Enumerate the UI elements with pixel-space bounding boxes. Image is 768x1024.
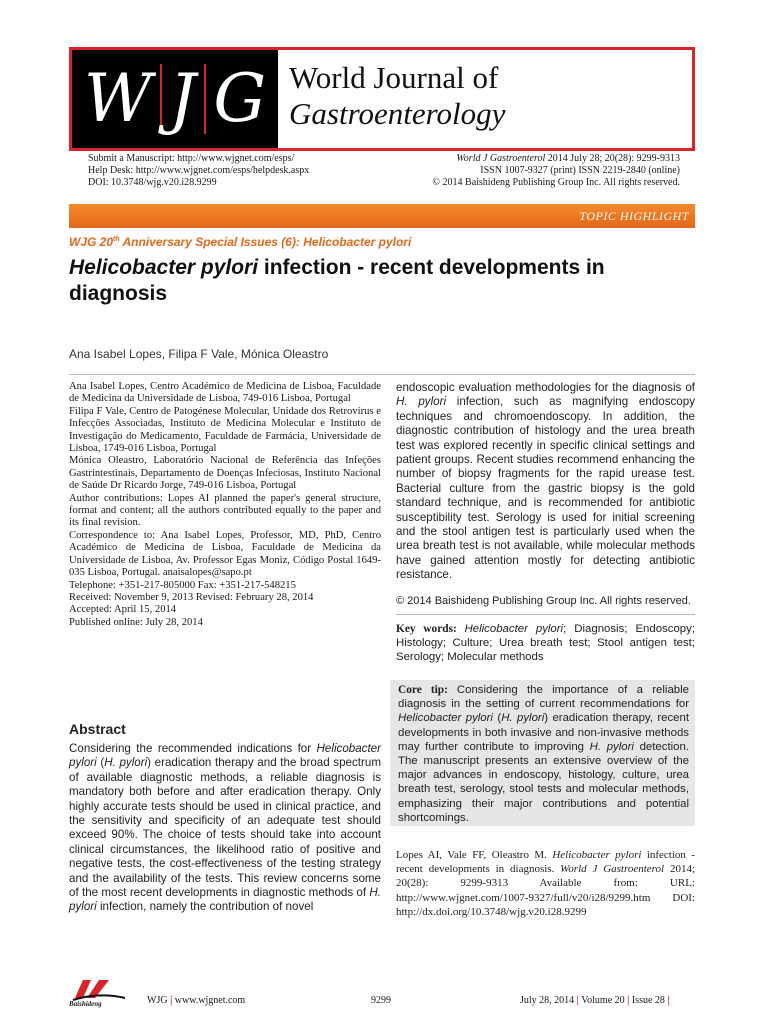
abstract-heading: Abstract [69, 721, 126, 737]
text-run: ) eradication therapy and the broad spectrum of available diagnostic methods, a reliable diagnosis is mandatory both before and after eradication therapy. Only highly accurate tests should be used in clinical practice, and the sensitivity and specificity of an adequate test should exceed 90%. The choice of tests should take into account clinical circumstances, the likelihood ratio of positive and negative tests, the cost-effectiveness of the testing strategy and the availability of the tests. This review concerns some of the most recent developments in diagnostic methods of [69, 756, 381, 900]
publisher-name: Baishideng [69, 1000, 102, 1008]
core-tip-label: Core tip: [398, 684, 457, 696]
journal-abbreviation: World J Gastroenterol [456, 153, 546, 164]
footer-issue: Issue 28 [631, 995, 665, 1006]
text-run: infection, such as magnifying endoscopy techniques and chromoendoscopy. In addition, the diagnostic contribution of histology and the urea breath test was explored recently in specific clinical settings and patient groups. Recent studies recommend enhancing the number of biopsy fragments for the rapid urease test. Bacterial culture from the gastric biopsy is the gold standard technique, and is recommended for antibiotic susceptibility test. Serology is used for initial screening and the stool antigen test is particularly used when the urea breath test is not available, while molecular methods have gained attention mostly for detecting antibiotic resistance. [396, 395, 695, 582]
how-to-cite [396, 848, 695, 919]
text-run: ) eradication therapy, recent developments in both invasive and non-invasive methods may further contribute to improving [398, 712, 689, 753]
submission-info [88, 153, 408, 189]
logo-letter-g: G [213, 60, 267, 137]
abstract-right-text [396, 381, 695, 583]
affiliation-vale: Filipa F Vale, Centro de Patogénese Molecular, Unidade dos Retrovírus e Infecções Associadas, Instituto de Medicina Molecular e Instituto de Investigação do Medicamento, Faculdade de Farmácia, Universidade de Lisboa, 1749-016 Lisboa, Portugal [69, 405, 381, 455]
logo-separator [204, 64, 206, 134]
doi: DOI: 10.3748/wjg.v20.i28.9299 [88, 177, 217, 188]
footer-journal: WJG | www.wjgnet.com [147, 995, 246, 1006]
article-title [69, 255, 669, 307]
text-run: endoscopic evaluation methodologies for the diagnosis of [396, 381, 695, 394]
text-run: 2014; 20(28): 9299-9313 Available from: URL: http://www.wjgnet.com/1007-9327/full/v20/i28/9299.htm DOI: http://dx.doi.org/10.3748/wjg.v20.i28.9299 [396, 863, 695, 918]
text-run: ; Diagnosis; Endoscopy; Histology; Culture; Urea breath test; Stool antigen test; Serology; Molecular methods [396, 623, 695, 664]
journal-masthead [69, 47, 695, 151]
telephone-fax: Telephone: +351-217-805000 Fax: +351-217-548215 [69, 579, 296, 591]
topic-band [69, 204, 695, 228]
journal-name [289, 60, 505, 132]
keywords [396, 622, 695, 665]
italic-run: H. pylori [396, 395, 447, 409]
italic-run: H. pylori [501, 712, 545, 725]
correspondence: Correspondence to: Ana Isabel Lopes, Professor, MD, PhD, Centro Académico de Medicina de Lisboa, Faculdade de Medicina da Universidade de Lisboa, Av. Professor Egas Moniz, Código Postal 1649-035 Lisboa, Portugal. anaisalopes@sapo.pt [69, 529, 381, 579]
footer-website-link[interactable]: www.wjgnet.com [174, 995, 246, 1006]
footer-journal-abbr: WJG [147, 995, 168, 1006]
topic-highlight-label: TOPIC HIGHLIGHT [579, 209, 689, 223]
author-contributions: Author contributions: Lopes AI planned the paper's general structure, format and content; all the authors contributed equally to the paper and its final revision. [69, 492, 381, 529]
italic-run: H. pylori [589, 740, 634, 753]
title-rest: infection - recent developments in diagnosis [69, 256, 605, 305]
help-desk-link[interactable]: Help Desk: http://www.wjgnet.com/esps/helpdesk.aspx [88, 165, 310, 176]
text-run: ( [492, 712, 502, 725]
page-number: 9299 [371, 995, 391, 1006]
abstract-left-text [69, 742, 381, 915]
divider [396, 614, 695, 615]
issn: ISSN 1007-9327 (print) ISSN 2219-2840 (online) [480, 165, 680, 176]
abstract-copyright: © 2014 Baishideng Publishing Group Inc. All rights reserved. [396, 595, 691, 607]
footer-issue-info: July 28, 2014 | Volume 20 | Issue 28 | [520, 995, 670, 1006]
issue-info: 2014 July 28; 20(28): 9299-9313 [547, 153, 680, 164]
title-italic: Helicobacter pylori [69, 256, 259, 279]
header-copyright: © 2014 Baishideng Publishing Group Inc. All rights reserved. [432, 177, 680, 188]
keywords-label: Key words: [396, 623, 465, 635]
series-prefix: WJG 20 [69, 235, 114, 249]
citation-header [390, 153, 680, 189]
journal-name-line1: World Journal of [289, 60, 499, 95]
footer-date: July 28, 2014 [520, 995, 575, 1006]
italic-run: Helicobacter pylori [69, 742, 381, 770]
affiliations [69, 381, 381, 629]
italic-run: H. pylori [104, 756, 148, 770]
submit-link[interactable]: Submit a Manuscript: http://www.wjgnet.com/esps/ [88, 153, 295, 164]
text-run: Lopes AI, Vale FF, Oleastro M. [396, 849, 553, 861]
text-run: detection. The manuscript presents an extensive overview of the major advances in endoscopy, histology, culture, urea breath test, serology, stool tests and molecular methods, emphasizing their major contributions and potential shortcomings. [398, 740, 689, 824]
logo-separator [160, 64, 162, 134]
series-topic: Helicobacter pylori [303, 235, 412, 249]
divider [69, 374, 695, 375]
wjg-logo [72, 50, 278, 148]
italic-run: Helicobacter pylori [464, 623, 564, 635]
affiliation-oleastro: Mónica Oleastro, Laboratório Nacional de Referência das Infeções Gastrintestinais, Departamento de Doenças Infeciosas, Instituto Nacional de Saúde Dr Ricardo Jorge, 749-016 Lisboa, Portugal [69, 455, 381, 492]
journal-name-line2: Gastroenterology [289, 96, 506, 131]
author-list: Ana Isabel Lopes, Filipa F Vale, Mónica Oleastro [69, 347, 329, 361]
text-run: ( [96, 756, 105, 770]
footer-volume: Volume 20 [581, 995, 625, 1006]
published-online: Published online: July 28, 2014 [69, 616, 203, 628]
series-sup: th [113, 236, 120, 243]
logo-letter-j: J [169, 60, 196, 137]
publisher-logo [69, 976, 139, 1010]
italic-run: World J Gastroenterol [560, 863, 665, 876]
text-run: infection, namely the contribution of novel [96, 900, 314, 914]
italic-run: Helicobacter pylori [552, 849, 642, 861]
core-tip-box [390, 680, 695, 826]
italic-run: H. pylori [69, 886, 381, 914]
anniversary-series [69, 235, 411, 249]
series-middle: Anniversary Special Issues (6): [119, 235, 304, 249]
text-run: infection - recent developments in diagnosis. [396, 849, 695, 876]
text-run: Considering the importance of a reliable diagnosis in the setting of current recommendations for [398, 684, 689, 711]
italic-run: Helicobacter pylori [398, 712, 493, 725]
received-revised: Received: November 9, 2013 Revised: February 28, 2014 [69, 591, 314, 603]
affiliation-lopes: Ana Isabel Lopes, Centro Académico de Medicina de Lisboa, Faculdade de Medicina da Universidade de Lisboa, 749-016 Lisboa, Portugal [69, 381, 381, 405]
accepted: Accepted: April 15, 2014 [69, 604, 177, 616]
text-run: Considering the recommended indications for [69, 742, 317, 755]
logo-letter-w: W [83, 60, 152, 137]
